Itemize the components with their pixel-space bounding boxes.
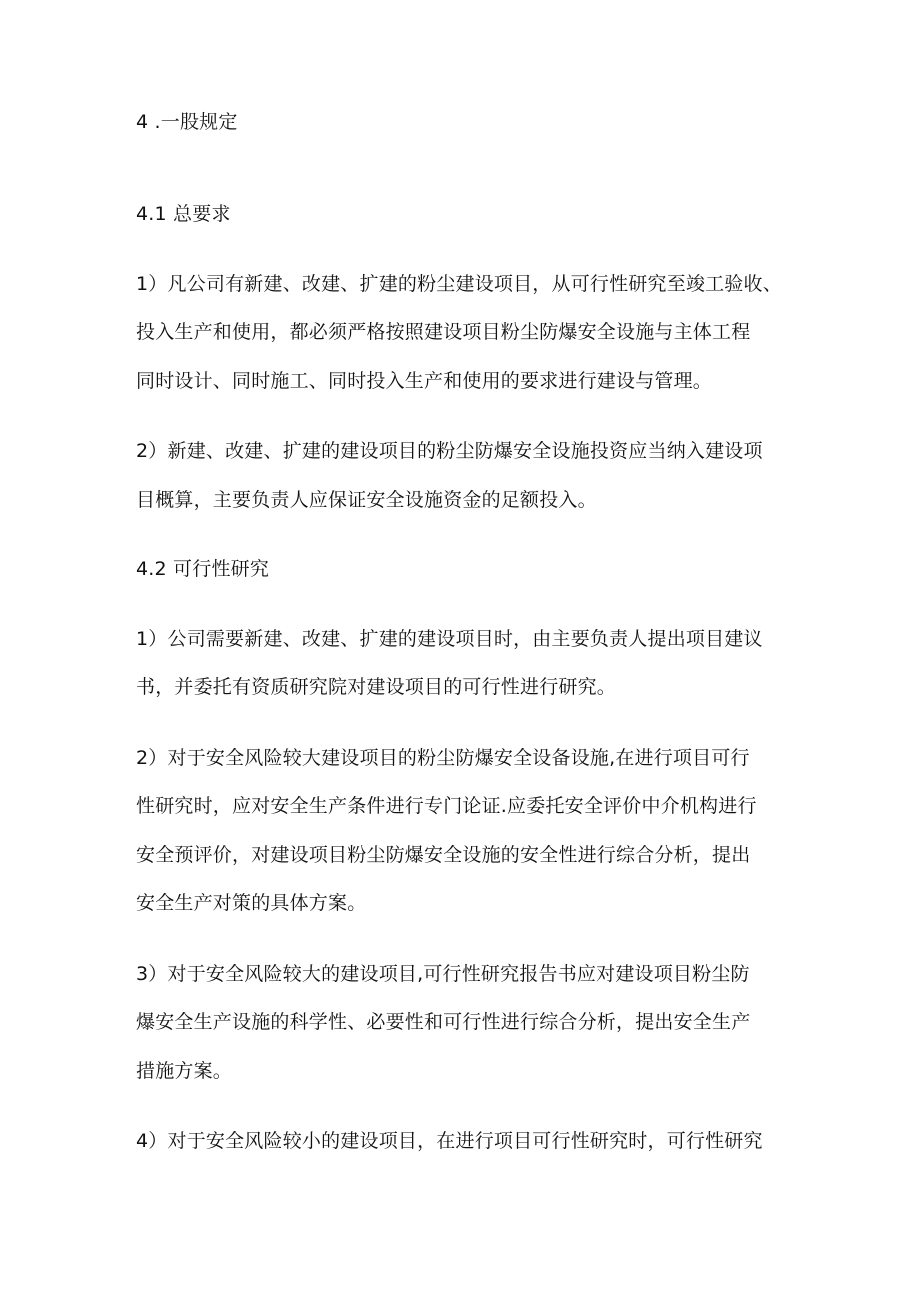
paragraph-2-line-1: 2）新建、改建、扩建的建设项目的粉尘防爆安全设施投资应当纳入建设项: [136, 440, 763, 462]
paragraph-4-line-2: 性研究时，应对安全生产条件进行专门论证.应委托安全评价中介机构进行: [136, 795, 757, 817]
paragraph-5-line-2: 爆安全生产设施的科学性、必要性和可行性进行综合分析，提出安全生产: [136, 1011, 751, 1033]
paragraph-4-line-1: 2）对于安全风险较大建设项目的粉尘防爆安全设备设施,在进行项目可行: [136, 747, 750, 769]
paragraph-3-line-2: 书，并委托有资质研究院对建设项目的可行性进行研究。: [136, 676, 617, 698]
paragraph-4-line-3: 安全预评价，对建设项目粉尘防爆安全设施的安全性进行综合分析，提出: [136, 844, 751, 866]
paragraph-1-line-2: 投入生产和使用，都必须严格按照建设项目粉尘防爆安全设施与主体工程: [136, 321, 751, 343]
section-heading-4-2: 4.2 可行性研究: [136, 558, 270, 580]
paragraph-6-line-1: 4）对于安全风险较小的建设项目，在进行项目可行性研究时，可行性研究: [136, 1130, 763, 1152]
paragraph-4-line-4: 安全生产对策的具体方案。: [136, 892, 367, 914]
section-heading-4-1: 4.1 总要求: [136, 203, 231, 225]
paragraph-3-line-1: 1）公司需要新建、改建、扩建的建设项目时，由主要负责人提出项目建议: [136, 628, 763, 650]
paragraph-5-line-1: 3）对于安全风险较大的建设项目,可行性研究报告书应对建设项目粉尘防: [136, 963, 750, 985]
section-heading-4: 4 .一股规定: [136, 111, 238, 133]
paragraph-1-line-1: 1）凡公司有新建、改建、扩建的粉尘建设项目，从可行性研究至竣工验收、: [136, 273, 782, 295]
paragraph-1-line-3: 同时设计、同时施工、同时投入生产和使用的要求进行建设与管理。: [136, 370, 713, 392]
paragraph-5-line-3: 措施方案。: [136, 1060, 233, 1082]
paragraph-2-line-2: 目概算，主要负责人应保证安全设施资金的足额投入。: [136, 489, 597, 511]
